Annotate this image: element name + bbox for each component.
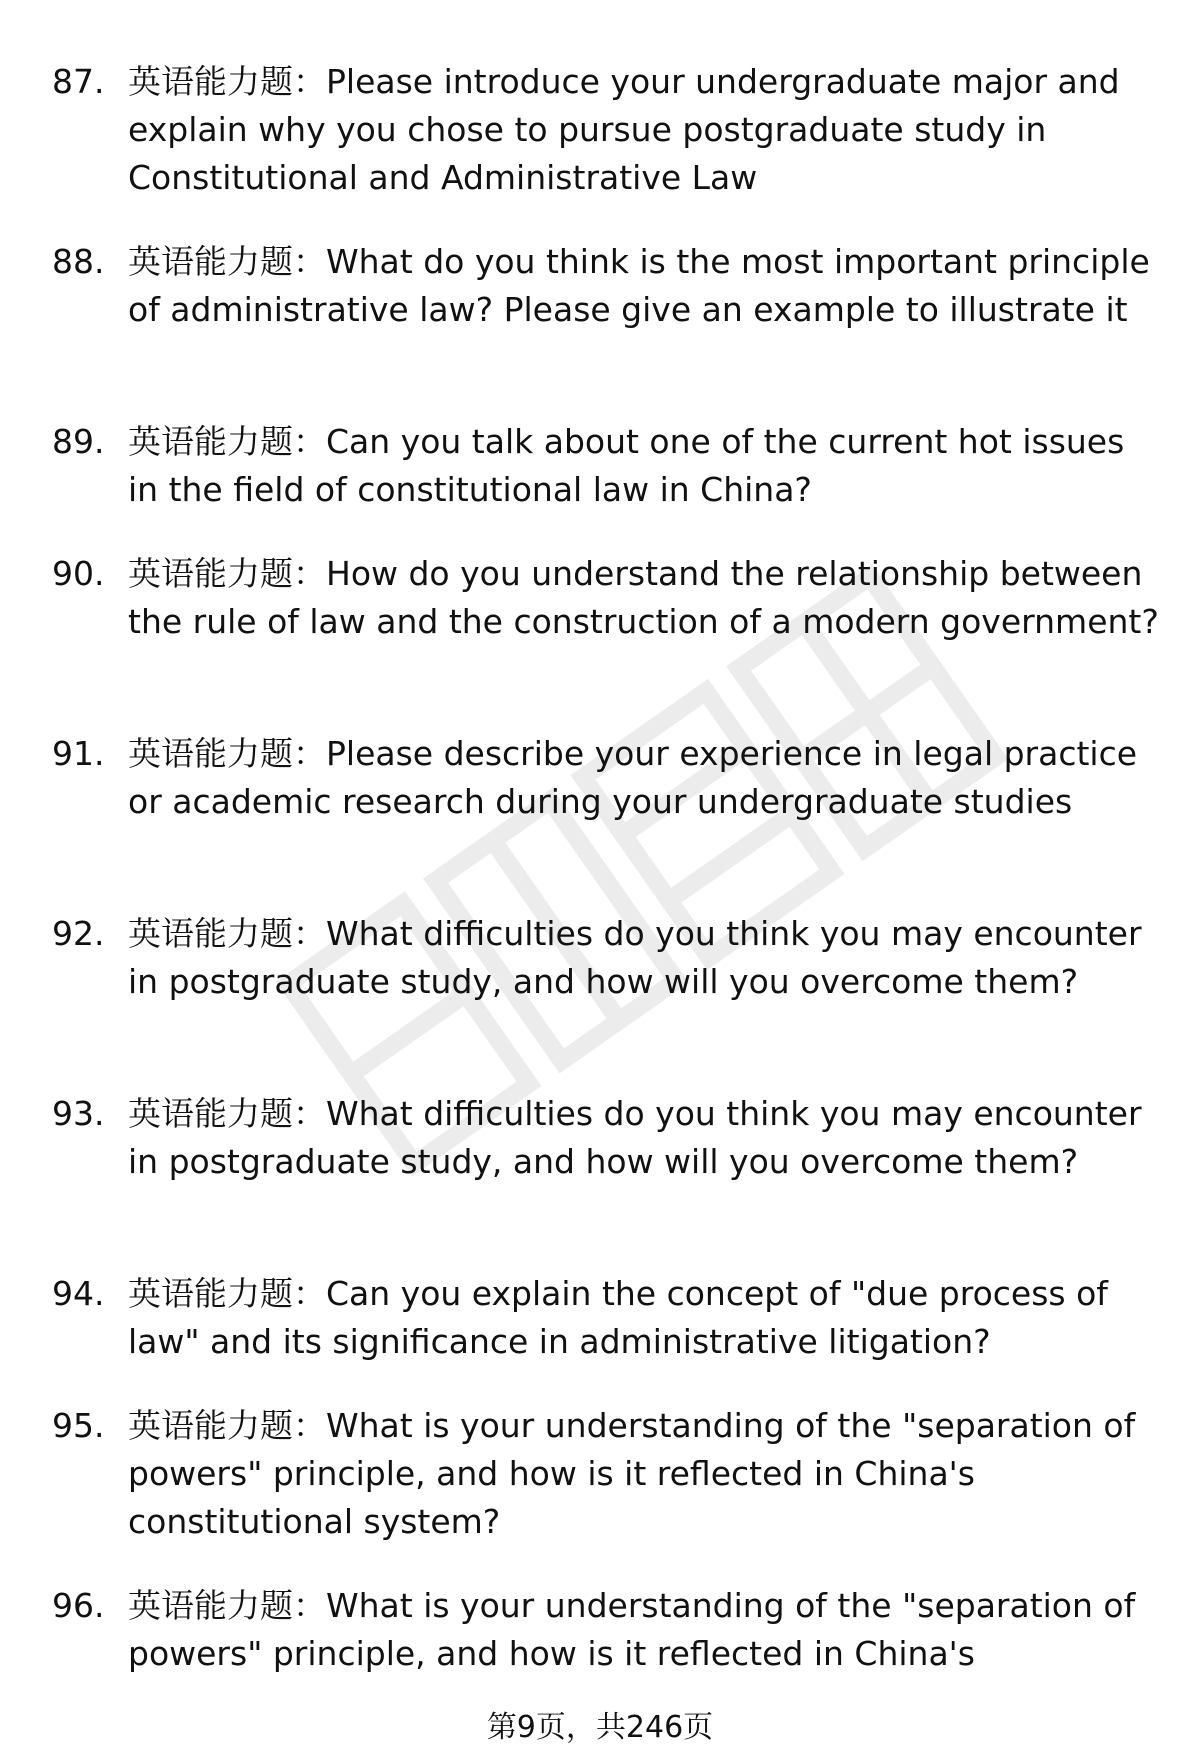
question-text [128, 418, 1162, 514]
question-prefix: 英语能力题： [128, 242, 326, 281]
question-prefix: 英语能力题： [128, 734, 326, 773]
question-prefix: 英语能力题： [128, 1586, 326, 1625]
question-item [52, 1402, 1162, 1582]
question-number: 93. [52, 1094, 105, 1133]
question-item [52, 1270, 1162, 1402]
question-body: What do you think is the most important principle of administrative law? Please give an example to illustrate it [128, 242, 1150, 329]
question-text [128, 1090, 1162, 1186]
question-prefix: 英语能力题： [128, 554, 326, 593]
question-item [52, 1090, 1162, 1270]
question-body: Please introduce your undergraduate major and explain why you chose to pursue postgraduate study in Constitutional and Administrative Law [128, 62, 1120, 197]
question-number: 87. [52, 62, 105, 101]
question-body: What difficulties do you think you may encounter in postgraduate study, and how will you overcome them? [128, 914, 1142, 1001]
question-number: 95. [52, 1406, 105, 1445]
question-number: 89. [52, 422, 105, 461]
question-number: 96. [52, 1586, 105, 1625]
question-body: What is your understanding of the "separation of powers" principle, and how is it reflected in China's [128, 1586, 1136, 1673]
question-item [52, 238, 1162, 418]
question-text [128, 1270, 1162, 1366]
question-prefix: 英语能力题： [128, 1094, 326, 1133]
question-number: 92. [52, 914, 105, 953]
question-item [52, 58, 1162, 238]
question-text [128, 910, 1162, 1006]
question-body: What is your understanding of the "separation of powers" principle, and how is it reflected in China's constitutional system? [128, 1406, 1136, 1541]
question-number: 88. [52, 242, 105, 281]
question-text [128, 238, 1162, 334]
question-number: 91. [52, 734, 105, 773]
question-item [52, 730, 1162, 910]
question-prefix: 英语能力题： [128, 914, 326, 953]
question-body: Can you explain the concept of "due process of law" and its significance in administrative litigation? [128, 1274, 1108, 1361]
question-body: Can you talk about one of the current hot issues in the field of constitutional law in China? [128, 422, 1125, 509]
question-body: Please describe your experience in legal practice or academic research during your undergraduate studies [128, 734, 1138, 821]
question-text [128, 58, 1162, 202]
question-prefix: 英语能力题： [128, 1406, 326, 1445]
question-item [52, 1582, 1162, 1682]
question-text [128, 1582, 1162, 1678]
question-text [128, 550, 1162, 646]
question-number: 90. [52, 554, 105, 593]
question-item [52, 550, 1162, 730]
question-prefix: 英语能力题： [128, 62, 326, 101]
question-list [52, 58, 1162, 1682]
question-body: What difficulties do you think you may encounter in postgraduate study, and how will you overcome them? [128, 1094, 1142, 1181]
question-number: 94. [52, 1274, 105, 1313]
question-text [128, 730, 1162, 826]
question-body: How do you understand the relationship between the rule of law and the construction of a modern government? [128, 554, 1159, 641]
question-prefix: 英语能力题： [128, 422, 326, 461]
question-item [52, 910, 1162, 1090]
page-footer: 第9页，共246页 [486, 1710, 714, 1745]
question-text [128, 1402, 1162, 1546]
question-prefix: 英语能力题： [128, 1274, 326, 1313]
question-item [52, 418, 1162, 550]
